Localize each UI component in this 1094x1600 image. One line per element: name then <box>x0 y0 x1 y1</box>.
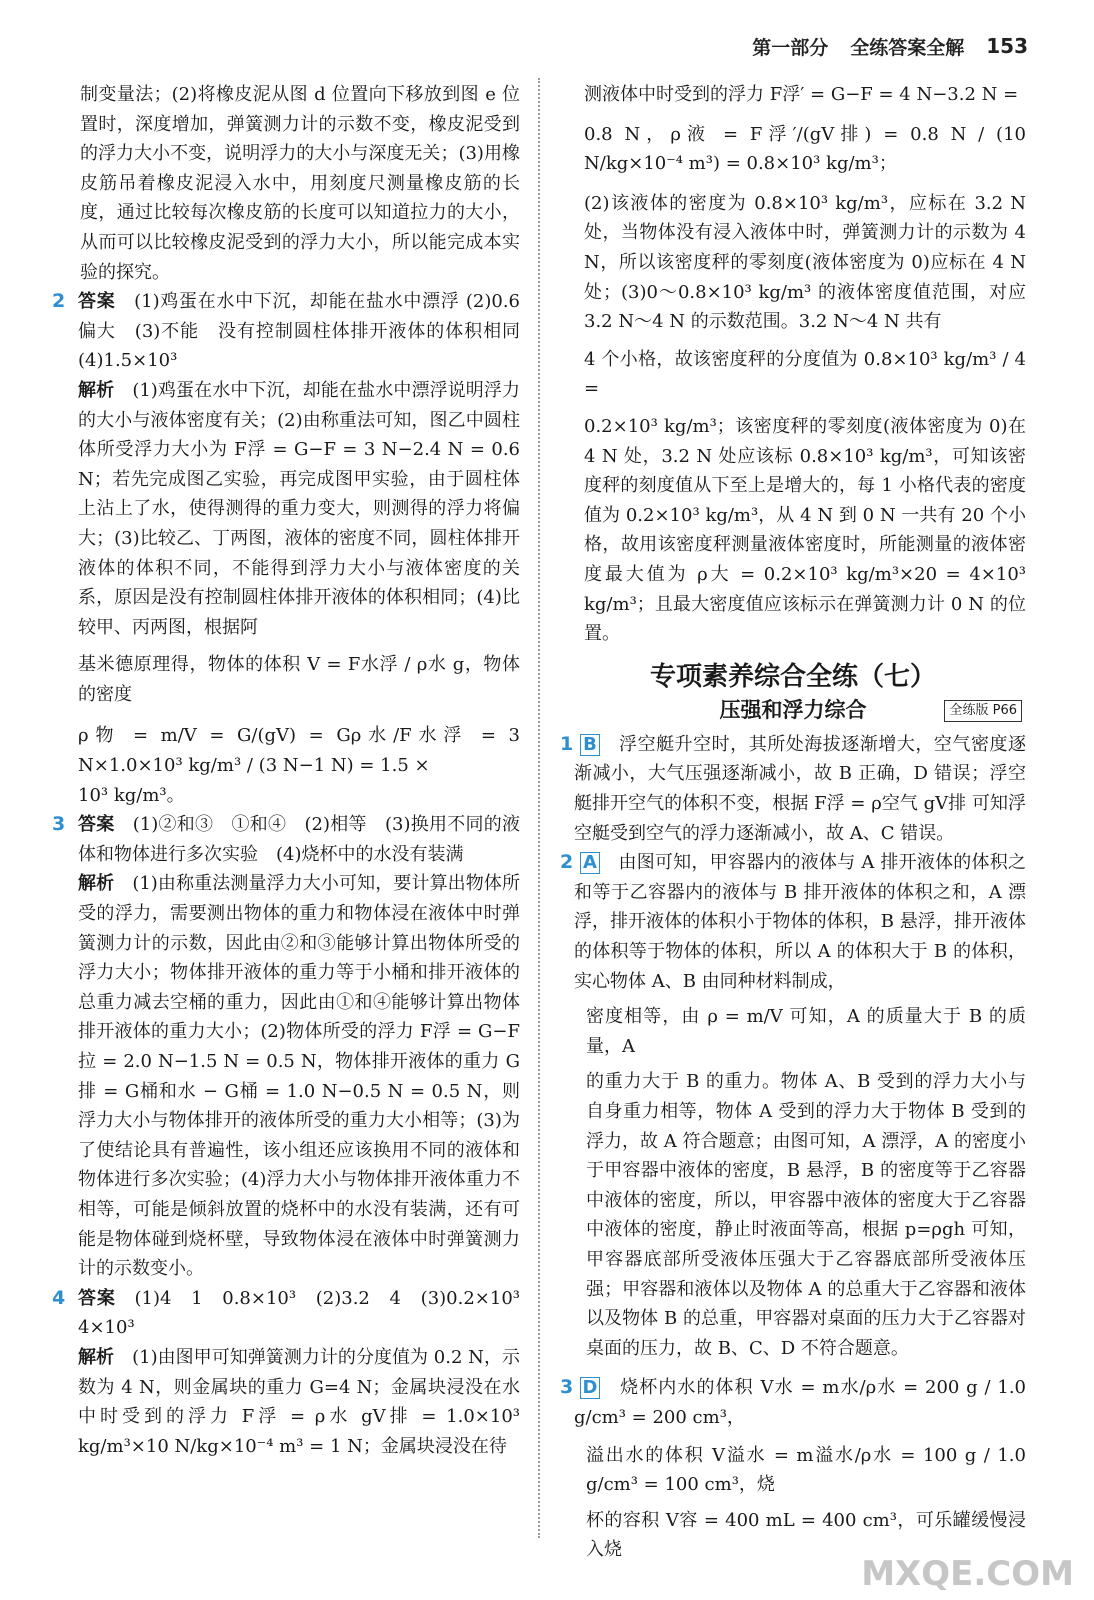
section-title: 专项素养综合全练（七） <box>649 661 936 692</box>
question-number: 4 <box>52 1286 66 1309</box>
reference-tag: 全练版 P66 <box>944 700 1022 722</box>
question-number: 2 <box>560 851 574 874</box>
header-section: 第一部分 <box>752 36 829 59</box>
question-2 <box>52 287 539 810</box>
question-number: 2 <box>52 290 66 313</box>
question-number: 1 <box>560 732 574 755</box>
continued-paragraph: 0.2×10³ kg/m³；该密度秤的零刻度(液体密度为 0)在 4 N 处，3.2 N 处应该标 0.8×10³ kg/m³，可知该密度秤的刻度值从下至上是增大的，每 1 小格代表的密度值为 0.2×10³ kg/m³，从 4 N 到 0 N 一共有 20 个小格，故用该密度秤测量液体密度时，所能测量的液体密度最大值为 ρ大 = 0.2×10³ kg/m³×20 = 4×10³ kg/m³；且最大密度值应该标示在弹簧测力计 0 N 的位置。 <box>584 415 1026 645</box>
exercise-1 <box>560 730 1026 848</box>
answer-text: (1)4 1 0.8×10³ (2)3.2 4 (3)0.2×10³ 4×10³ <box>78 1287 538 1339</box>
answer-label: 答案 <box>78 291 116 313</box>
answer-text: (1)②和③ ①和④ (2)相等 (3)换用不同的液体和物体进行多次实验 (4)烧杯中的水没有装满 <box>78 814 520 865</box>
continued-paragraph: 制变量法；(2)将橡皮泥从图 d 位置向下移放到图 e 位置时，深度增加，弹簧测力计的示数不变，橡皮泥受到的浮力大小不变，说明浮力的大小与深度无关；(3)用橡皮筋吊着橡皮泥浸入水中，用刻度尺测量橡皮筋的长度，通过比较每次橡皮筋的长度可以知道拉力的大小，从而可以比较橡皮泥受到的浮力大小，所以能完成本实验的探究。 <box>80 84 520 283</box>
subtitle-text: 压强和浮力综合 <box>719 698 867 723</box>
analysis-text: (1)由称重法测量浮力大小可知，要计算出物体所受的浮力，需要测出物体的重力和物体浸在液体中时弹簧测力计的示数，因此由②和③能够计算出物体所受的浮力大小；物体排开液体的重力等于小桶和排开液体的总重力减去空桶的重力，因此由①和④能够计算出物体排开液体的重力大小；(2)物体所受的浮力 F浮 = G−F拉 = 2.0 N−1.5 N = 0.5 N，物体排开液体的重力 G排 = G桶和水 − G桶 = 1.0 N−0.5 N = 0.5 N，则浮力大小与物体排开的液体所受的重力大小相等；(3)为了使结论具有普遍性，该小组还应该换用不同的液体和物体进行多次实验；(4)浮力大小与物体排开液体重力不相等，可能是倾斜放置的烧杯中的水没有装满，还有可能是物体碰到烧杯壁，导致物体浸在液体中时弹簧测力计的示数变小。 <box>78 873 520 1280</box>
continued-paragraph: (2)该液体的密度为 0.8×10³ kg/m³，应标在 3.2 N 处，当物体没有浸入液体中时，弹簧测力计的示数为 4 N，所以该密度秤的零刻度(液体密度为 0)应标在 4 N 处；(3)0～0.8×10³ kg/m³ 的液体密度值范围，对应 3.2 N～4 N 的示数范围。3.2 N～4 N 共有 <box>584 192 1026 333</box>
header-book: 全练答案全解 <box>850 36 965 59</box>
formula-line: 0.8 N，ρ液 = F浮′/(gV排) = 0.8 N / (10 N/kg×10⁻⁴ m³) = 0.8×10³ kg/m³； <box>584 123 1026 175</box>
question-number: 3 <box>52 813 66 836</box>
formula-line: 4 个小格，故该密度秤的分度值为 0.8×10³ kg/m³ / 4 = <box>584 348 1026 400</box>
analysis-text: (1)鸡蛋在水中下沉，却能在盐水中漂浮说明浮力的大小与液体密度有关；(2)由称重法可知，图乙中圆柱体所受浮力大小为 F浮 = G−F = 3 N−2.4 N = 0.6 N；若先完成图乙实验，再完成图甲实验，由于圆柱体上沾上了水，使得测得的重力变大，则测得的浮力将偏大；(3)比较乙、丁两图，液体的密度不同，圆柱体排开液体的体积不同，不能得到浮力大小与液体密度的关系，原因是没有控制圆柱体排开液体的体积相同；(4)比较甲、丙两图，根据阿 <box>78 379 520 638</box>
formula-line: 溢出水的体积 V溢水 = m溢水/ρ水 = 100 g / 1.0 g/cm³ = 100 cm³，烧 <box>586 1444 1026 1496</box>
question-number: 3 <box>560 1376 574 1399</box>
exercise-3 <box>560 1373 1026 1565</box>
question-3 <box>52 810 520 1284</box>
left-column <box>52 80 539 1461</box>
question-4 <box>52 1284 538 1462</box>
answer-text: (1)鸡蛋在水中下沉，却能在盐水中漂浮 (2)0.6 偏大 (3)不能 没有控制圆柱体排开液体的体积相同 (4)1.5×10³ <box>78 291 539 372</box>
analysis-text: (1)由图甲可知弹簧测力计的分度值为 0.2 N，示数为 4 N，则金属块的重力 G=4 N；金属块浸没在水中时受到的浮力 F浮 = ρ水 gV排 = 1.0×10³ kg/m³×10 N/kg×10⁻⁴ m³ = 1 N；金属块浸没在待 <box>78 1346 520 1457</box>
analysis-label: 解析 <box>78 873 115 895</box>
answer-box: A <box>580 852 600 874</box>
watermark: MXQE.COM <box>861 1554 1074 1594</box>
analysis-label: 解析 <box>78 1346 115 1368</box>
formula-line: 烧杯内水的体积 V水 = m水/ρ水 = 200 g / 1.0 g/cm³ = 200 cm³， <box>574 1377 1026 1428</box>
section-subtitle <box>560 696 1026 726</box>
answer-box: B <box>580 734 600 756</box>
column-divider <box>538 78 540 1538</box>
answer-label: 答案 <box>78 1287 116 1309</box>
exercise-text: 的重力大于 B 的重力。物体 A、B 受到的浮力大小与自身重力相等，物体 A 受到的浮力大于物体 B 受到的浮力，故 A 符合题意；由图可知，A 漂浮，A 的密度小于甲容器中液体的密度，B 悬浮，B 的密度等于乙容器中液体的密度，所以，甲容器中液体的密度大于乙容器中液体的密度，静止时液面等高，根据 p=ρgh 可知，甲容器底部所受液体压强大于乙容器底部所受液体压强；甲容器和液体以及物体 A 的总重大于乙容器和液体以及物体 B 的总重，甲容器对桌面的压力大于乙容器对桌面的压力，故 B、C、D 不符合题意。 <box>586 1071 1026 1359</box>
answer-label: 答案 <box>78 814 115 836</box>
page-number: 153 <box>986 34 1028 58</box>
formula-line: 10³ kg/m³。 <box>78 784 185 806</box>
exercise-text: 由图可知，甲容器内的液体与 A 排开液体的体积之和等于乙容器内的液体与 B 排开液体的体积之和，A 漂浮，排开液体的体积小于物体的体积，B 悬浮，排开液体的体积等于物体的体积，所以 A 的体积大于 B 的体积，实心物体 A、B 由同种材料制成， <box>574 852 1026 992</box>
exercise-2 <box>560 848 1026 1363</box>
formula-line: 杯的容积 V容 = 400 mL = 400 cm³，可乐罐缓慢浸入烧 <box>586 1509 1026 1561</box>
answer-box: D <box>580 1377 600 1399</box>
analysis-label: 解析 <box>78 379 115 401</box>
exercise-text: 浮空艇升空时，其所处海拔逐渐增大，空气密度逐渐减小，大气压强逐渐减小，故 B 正确，D 错误；浮空艇排开空气的体积不变，根据 F浮 = ρ空气 gV排 可知浮空艇受到空气的浮力逐渐减小，故 A、C 错误。 <box>574 733 1027 844</box>
formula-line: 基米德原理得，物体的体积 V = F水浮 / ρ水 g，物体的密度 <box>78 654 520 705</box>
right-column <box>560 80 1026 1565</box>
continued-line: 测液体中时受到的浮力 F浮′ = G−F = 4 N−3.2 N = <box>584 84 1019 105</box>
formula-line: ρ物 = m/V = G/(gV) = Gρ水/F水浮 = 3 N×1.0×10³ kg/m³ / (3 N−1 N) = 1.5 × <box>78 725 520 777</box>
formula-line: 密度相等，由 ρ = m/V 可知，A 的质量大于 B 的质量，A <box>586 1006 1026 1057</box>
page-header <box>752 28 1028 64</box>
